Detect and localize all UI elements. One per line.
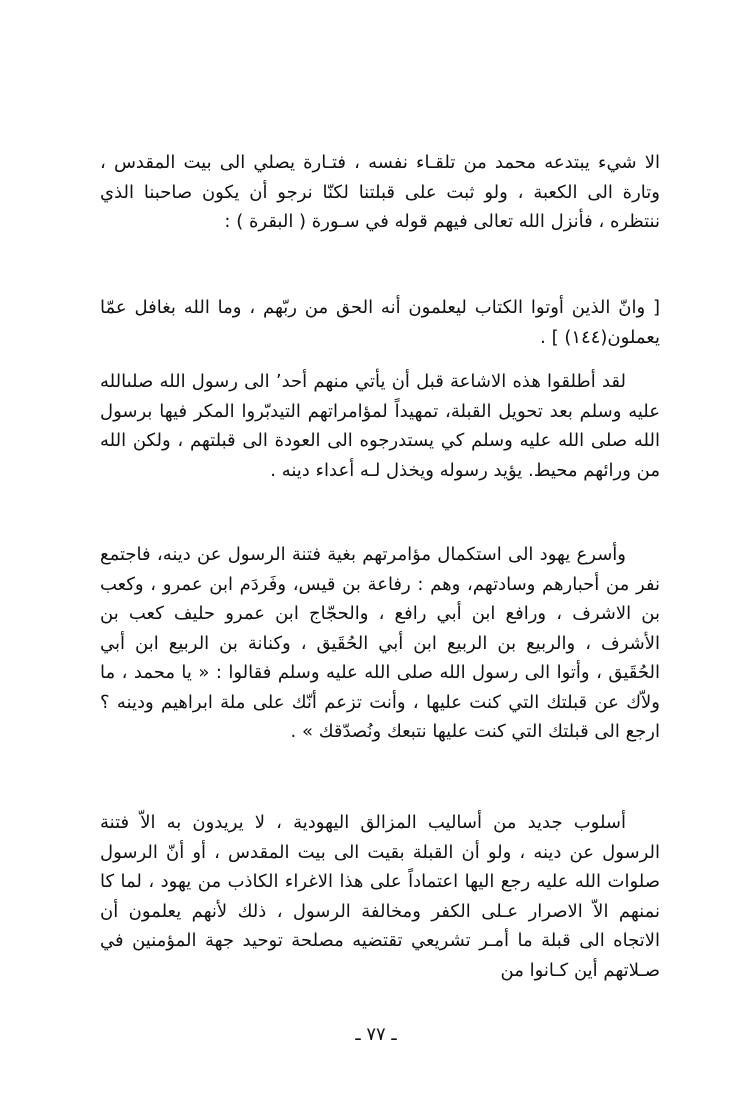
paragraph-4: وأسرع يهود الى استكمال مؤامرتهم بغية فتنة الرسول عن دينه، فاجتمع نفر من أحبارهم وسادتهم، وهم : رفاعة بن قيس، وفَردَم ابن عمرو ، وكعب بن الاشرف ، ورافع ابن أبي رافع ، والحجّاج ابن عمرو حليف كعب بن الأشرف ، والربيع بن الربيع ابن أبي الحُقَيق ، وكنانة بن الربيع ابن أبي الحُقَيق ، وأتوا الى رسول الله صلى الله عليه وسلم فقالوا : « يا محمد ، ما ولاّك عن قبلتك التي كنت عليها ، وأنت تزعم أنّك على ملة ابراهيم ودينه ؟ ارجع الى قبلتك التي كنت عليها نتبعك ونُصدّقك » . <box>100 544 660 742</box>
paragraph-1: الا شيء يبتدعه محمد من تلقـاء نفسه ، فتـارة يصلي الى بيت المقدس ، وتارة الى الكعبة ، ولو ثبت على قبلتنا لكنّا نرجو أن يكون صاحبنا الذي ننتظره ، فأنزل الله تعالى فيهم قوله في سـورة ( البقرة ) : <box>100 152 660 232</box>
paragraph-3: لقد أطلقوا هذه الاشاعة قبل أن يأتي منهم أحد٬ الى رسول الله صلىالله عليه وسلم بعد تحويل القبلة، تمهيداً لمؤامراتهم التيدبّروا المكر فيها برسول الله صلى الله عليه وسلم كي يستدرجوه الى العودة الى قبلتهم ، ولكن الله من ورائهم محيط. يؤيد رسوله ويخذل لـه أعداء دينه . <box>100 371 660 481</box>
paragraph-5: أسلوب جديد من أساليب المزالق اليهودية ، لا يريدون به الاّ فتنة الرسول عن دينه ، ولو أن القبلة بقيت الى بيت المقدس ، أو أنّ الرسول صلوات الله عليه رجع اليها اعتماداً على هذا الاغراء الكاذب من يهود ، لما كا نمنهم الاّ الاصرار عـلى الكفر ومخالفة الرسول ، ذلك لأنهم يعلمون أن الاتجاه الى قبلة ما أمـر تشريعي تقتضيه مصلحة توحيد جهة المؤمنين في صـلاتهم أين كـانوا من <box>100 812 660 981</box>
page-number: ـ ٧٧ ـ <box>355 1024 397 1045</box>
quran-verse-paragraph: [ وانّ الذين أوتوا الكتاب ليعلمون أنه الحق من ربّهم ، وما الله بغافل عمّا يعملون(١٤٤) ] . <box>100 297 660 348</box>
